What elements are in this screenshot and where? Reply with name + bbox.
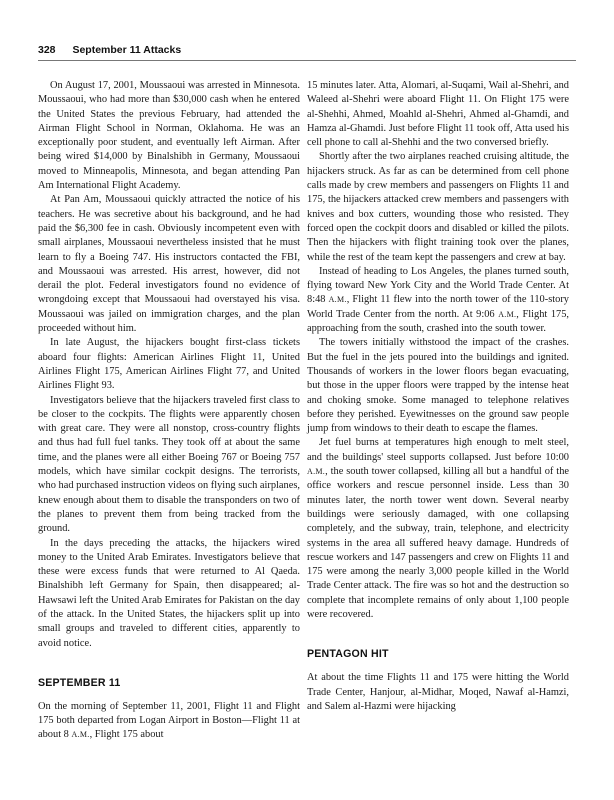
header-rule bbox=[38, 60, 576, 61]
body-paragraph: Instead of heading to Los Angeles, the planes turned south, flying toward New York City and the World Trade Center. At 8:48 A.M., Flight 11 flew into the north tower of the 110-story World Trade Center from the north. At 9:06 A.M., Flight 175, approaching from the south, crashed into the south tower. bbox=[307, 265, 570, 335]
body-paragraph: On the morning of September 11, 2001, Flight 11 and Flight 175 both departed from Logan Airport in Boston—Flight 11 at about 8 A.M., Flight 175 about bbox=[38, 700, 300, 741]
body-paragraph: In the days preceding the attacks, the hijackers wired money to the United Arab Emirates. Investigators believe that these were excess funds that were returned to Al Qaeda. Binalshibh left Germany for Spain, then disappeared; al-Hawsawi left the United Arab Emirates for Pakistan on the day of the attack. In the United States, the hijackers split up into small groups and traveled to different cities, apparently to avoid notice. bbox=[38, 537, 301, 649]
right-column bbox=[307, 79, 569, 714]
body-paragraph: Shortly after the two airplanes reached cruising altitude, the hijackers struck. As far as can be determined from cell phone calls made by crew members and passengers on Flights 11 and 175, the hijackers attacked crew members and passengers with knives and box cutters, wounding those who resisted. They forced open the cockpit doors and disabled or killed the pilots. Then the hijackers with flight training took over the planes, while the rest of the team kept the passengers and crew at bay. bbox=[307, 151, 569, 263]
running-header bbox=[38, 44, 576, 56]
body-paragraph: At about the time Flights 11 and 175 were hitting the World Trade Center, Hanjour, al-Midhar, Moqed, Nawaf al-Hamzi, and Salem al-Hazmi were hijacking bbox=[307, 672, 569, 712]
body-paragraph: Jet fuel burns at temperatures high enough to melt steel, and the buildings' steel supports collapsed. Just before 10:00 A.M., the south tower collapsed, killing all but a handful of the office workers and rescue personnel inside. Less than 30 minutes later, the north tower went down. Several nearby buildings were seriously damaged, with one collapsing completely, and the subway, train, telephone, and electricity systems in the area all suffered heavy damage. Hundreds of rescue workers and 147 passengers and crew on Flights 11 and 175 were among the nearly 3,000 people killed in the World Trade Center attack. The fire was so hot and the destruction so complete that incomplete remains of only about 1,100 people were recovered. bbox=[307, 437, 569, 620]
section-heading: PENTAGON HIT bbox=[307, 648, 389, 661]
body-paragraph: 15 minutes later. Atta, Alomari, al-Suqami, Wail al-Shehri, and Waleed al-Shehri were aboard Flight 11. On Flight 175 were al-Shehhi, Ahmed, Moahld al-Shehri, Ahmed al-Ghamdi, and Hamza al-Ghamdi. Just before Flight 11 took off, Atta used his cell phone to call al-Shehhi and the two conversed briefly. bbox=[307, 80, 569, 149]
left-column bbox=[38, 79, 300, 743]
body-paragraph: The towers initially withstood the impact of the crashes. But the fuel in the jets poured into the buildings and ignited. Thousands of workers in the lower floors began evacuating, but those in the upper floors were trapped by the intense heat and choking smoke. Some managed to telephone relatives before they perished. Eyewitnesses on the ground saw people jump from windows to their death to escape the flames. bbox=[307, 337, 569, 435]
body-paragraph: Investigators believe that the hijackers traveled first class to be closer to the cockpits. The flights were apparently chosen with great care. They were all nonstop, cross-country flights and thus had full fuel tanks. They took off at about the same time, and the planes were all either Boeing 767 or Boeing 757 models, which have similar cockpit designs. The terrorists, who had purchased instruction videos on flying such airplanes, knew enough about them to disable the transponders on two of the planes to prevent them from being tracked from the ground. bbox=[38, 394, 300, 535]
section-heading: SEPTEMBER 11 bbox=[38, 676, 121, 689]
page-number: 328 bbox=[38, 44, 56, 56]
body-paragraph: On August 17, 2001, Moussaoui was arrested in Minnesota. Moussaoui, who had more than $30,000 cash when he entered the United States the previous February, had attended the Airman Flight School in Norman, Oklahoma. He was an exceptionally poor student, and eventually left Airman. After being wired $14,000 by Binalshibh in Germany, Moussaoui moved to Minneapolis, Minnesota, and began attending Pan Am International Flight Academy. bbox=[38, 80, 300, 192]
body-paragraph: At Pan Am, Moussaoui quickly attracted the notice of his teachers. He was secretive about his background, and he had paid the $6,300 fee in cash. Obviously incompetent even with small airplanes, Moussaoui nevertheless insisted that he must learn to fly a Boeing 747. His instructors contacted the FBI, and Moussaoui was arrested. His arrest, however, did not derail the plot. Federal investigators found no evidence of wrongdoing except that Moussaoui had overstayed his visa. Moussaoui was jailed on immigration charges, and the plan proceeded without him. bbox=[38, 194, 300, 335]
running-title: September 11 Attacks bbox=[72, 44, 182, 56]
body-paragraph: In late August, the hijackers bought first-class tickets aboard four flights: American Airlines Flight 11, United Airlines Flight 175, American Airlines Flight 77, and United Airlines Flight 93. bbox=[38, 337, 300, 392]
